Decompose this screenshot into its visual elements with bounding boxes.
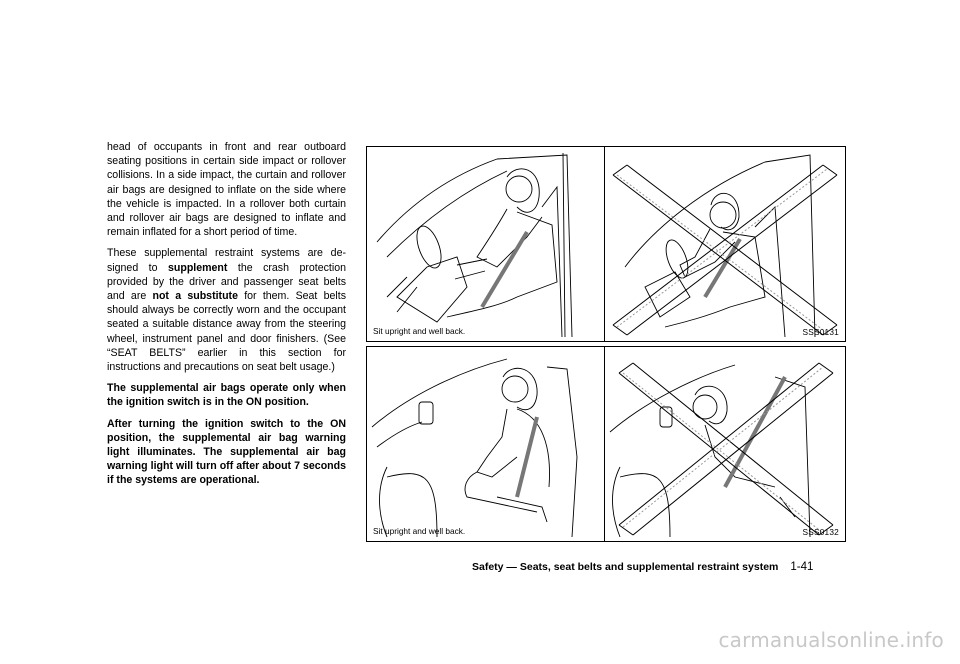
paragraph-warning-light: After turning the ignition switch to the ON position, the supplemental air bag warning light illuminates. The supplemental air bag warning light will turn off after about 7 seconds if the systems are operational. bbox=[107, 417, 346, 487]
para2-bold-not-substitute: not a substitute bbox=[152, 290, 238, 303]
para2-text-a: These supplemental restraint systems are de-signed to bbox=[107, 247, 346, 274]
paragraph-ignition-on: The supplemental air bags operate only when the ignition switch is in the ON position. bbox=[107, 382, 346, 409]
passenger-incorrect-illustration bbox=[605, 347, 845, 541]
body-text-column bbox=[107, 140, 346, 495]
driver-correct-illustration bbox=[367, 147, 604, 341]
para2-text-e: for them. Seat belts should always be correctly worn and the occupant seated a suitable distance away from the steering wheel, instrument panel and door finishers. (See “SEAT BELTS” earlier in this section for instructions and precautions on seat belt usage.) bbox=[107, 290, 346, 374]
figure-caption: Sit upright and well back. bbox=[373, 526, 466, 536]
para2-bold-supplement: supplement bbox=[167, 261, 228, 274]
footer-section-title: Safety — Seats, seat belts and supplemental restraint system bbox=[472, 561, 779, 573]
figure-passenger-seating bbox=[366, 346, 846, 542]
page-footer bbox=[472, 561, 850, 573]
figure-code: SSS0131 bbox=[802, 327, 839, 337]
paragraph-supplemental-systems bbox=[107, 246, 346, 374]
passenger-correct-illustration bbox=[367, 347, 604, 541]
figure-caption: Sit upright and well back. bbox=[373, 326, 466, 336]
paragraph-curtain-airbags: head of occupants in front and rear outboard seating positions in certain side impact or rollover collisions. In a side impact, the curtain and rollover air bags are designed to inflate on the side where the vehicle is impacted. In a rollover both curtain and rollover air bags are designed to inflate and remain inflated for a short period of time. bbox=[107, 141, 346, 239]
para2-text-c: the crash protection provided by the driver and passenger seat belts and are bbox=[107, 261, 346, 303]
figure-code: SSS0132 bbox=[802, 527, 839, 537]
driver-incorrect-illustration bbox=[605, 147, 845, 341]
page-number: 1-41 bbox=[790, 561, 814, 573]
figure-driver-seating bbox=[366, 146, 846, 342]
watermark: carmanualsonline.info bbox=[718, 628, 944, 652]
